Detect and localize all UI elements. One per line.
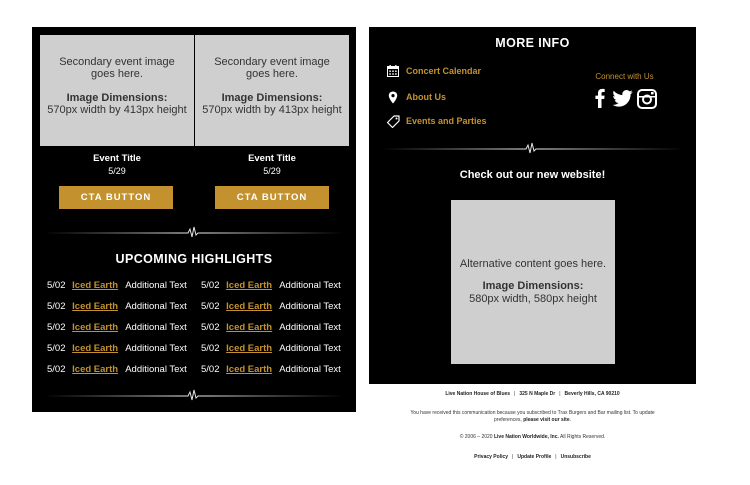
update-profile-link[interactable]: Update Profile xyxy=(517,454,552,460)
event-image-placeholder xyxy=(195,35,349,146)
alt-dimensions-title: Image Dimensions: xyxy=(482,280,584,292)
visit-site-link[interactable]: please visit our site xyxy=(523,417,570,423)
highlight-date: 5/02 xyxy=(47,364,66,375)
image-caption: Secondary event image xyxy=(214,56,330,68)
highlight-text: Additional Text xyxy=(125,322,187,333)
event-title: Event Title xyxy=(93,153,141,164)
highlight-link[interactable]: Iced Earth xyxy=(226,322,273,333)
subscription-notice-2 xyxy=(369,417,696,424)
highlight-date: 5/02 xyxy=(201,343,220,354)
highlight-text: Additional Text xyxy=(279,322,341,333)
event-date: 5/29 xyxy=(108,166,126,176)
highlight-row xyxy=(47,322,187,334)
highlight-link[interactable]: Iced Earth xyxy=(72,280,119,291)
privacy-policy-link[interactable]: Privacy Policy xyxy=(474,454,509,460)
event-image-placeholder xyxy=(40,35,194,146)
highlight-link[interactable]: Iced Earth xyxy=(226,280,273,291)
venue-address: Live Nation House of Blues | 325 N Maple Dr | Beverly Hills, CA 90210 xyxy=(445,391,620,397)
notice-prefix: preferences, xyxy=(494,417,522,423)
website-heading: Check out our new website! xyxy=(459,169,606,181)
left-email-panel xyxy=(32,27,356,412)
highlight-link[interactable]: Iced Earth xyxy=(72,322,119,333)
instagram-icon[interactable] xyxy=(636,88,657,109)
connect-with-us-label: Connect with Us xyxy=(595,72,654,81)
highlight-date: 5/02 xyxy=(47,343,66,354)
copyright-company: Live Nation Worldwide, Inc. xyxy=(493,434,559,440)
image-dimensions-title: Image Dimensions: xyxy=(66,92,168,104)
cta-button[interactable]: CTA BUTTON xyxy=(215,186,329,209)
footer-links: Privacy Policy | Update Profile | Unsubscribe xyxy=(474,454,591,460)
tag-icon xyxy=(386,114,400,128)
more-info-section xyxy=(369,27,696,384)
concert-calendar-label: Concert Calendar xyxy=(406,66,482,76)
highlight-link[interactable]: Iced Earth xyxy=(226,301,273,312)
right-email-panel xyxy=(369,27,696,465)
about-us-link[interactable] xyxy=(386,90,446,104)
more-info-title: MORE INFO xyxy=(495,36,570,50)
events-and-parties-link[interactable] xyxy=(386,114,487,128)
highlight-row xyxy=(47,343,187,355)
cta-button[interactable]: CTA BUTTON xyxy=(59,186,173,209)
location-pin-icon xyxy=(386,90,400,104)
copyright xyxy=(369,434,696,441)
image-caption: goes here. xyxy=(91,68,143,80)
highlight-row xyxy=(47,301,187,313)
heartbeat-divider xyxy=(44,226,344,240)
highlight-link[interactable]: Iced Earth xyxy=(226,364,273,375)
highlight-text: Additional Text xyxy=(279,280,341,291)
highlight-link[interactable]: Iced Earth xyxy=(72,343,119,354)
highlight-date: 5/02 xyxy=(47,280,66,291)
image-caption: Secondary event image xyxy=(59,56,175,68)
highlight-date: 5/02 xyxy=(47,322,66,333)
alt-dimensions-value: 580px width, 580px height xyxy=(469,293,597,305)
highlight-text: Additional Text xyxy=(279,301,341,312)
highlight-text: Additional Text xyxy=(125,364,187,375)
highlight-row xyxy=(201,364,341,376)
unsubscribe-link[interactable]: Unsubscribe xyxy=(560,454,591,460)
notice-suffix: . xyxy=(569,417,571,423)
about-us-label: About Us xyxy=(406,92,446,102)
image-caption: goes here. xyxy=(246,68,298,80)
highlight-date: 5/02 xyxy=(201,322,220,333)
twitter-icon[interactable] xyxy=(611,89,633,107)
highlight-date: 5/02 xyxy=(47,301,66,312)
city-address: Beverly Hills, CA 90210 xyxy=(564,391,620,397)
highlight-row xyxy=(201,322,341,334)
highlight-row xyxy=(47,280,187,292)
subscription-notice xyxy=(369,410,696,417)
highlight-text: Additional Text xyxy=(279,343,341,354)
image-dimensions-value: 570px width by 413px height xyxy=(202,104,342,116)
email-footer xyxy=(369,384,696,465)
highlight-link[interactable]: Iced Earth xyxy=(72,364,119,375)
event-date: 5/29 xyxy=(263,166,281,176)
highlight-date: 5/02 xyxy=(201,280,220,291)
concert-calendar-link[interactable] xyxy=(386,64,481,78)
highlight-text: Additional Text xyxy=(125,343,187,354)
events-and-parties-label: Events and Parties xyxy=(406,116,487,126)
highlight-row xyxy=(201,343,341,355)
upcoming-highlights-title: UPCOMING HIGHLIGHTS xyxy=(115,252,273,266)
highlight-text: Additional Text xyxy=(125,280,187,291)
facebook-icon[interactable] xyxy=(593,88,607,108)
highlight-row xyxy=(47,364,187,376)
highlight-text: Additional Text xyxy=(279,364,341,375)
calendar-icon xyxy=(386,64,400,78)
street-address: 325 N Maple Dr xyxy=(519,391,556,397)
heartbeat-divider xyxy=(44,389,344,403)
highlight-row xyxy=(201,280,341,292)
highlight-text: Additional Text xyxy=(125,301,187,312)
highlight-row xyxy=(201,301,341,313)
heartbeat-divider xyxy=(381,142,684,156)
highlight-date: 5/02 xyxy=(201,364,220,375)
alternative-content-placeholder xyxy=(451,200,615,364)
event-title: Event Title xyxy=(248,153,296,164)
alt-content-caption: Alternative content goes here. xyxy=(459,258,607,270)
notice-line-1: You have received this communication because you subscribed to Trax Burgers and Bar mailing list. To update xyxy=(410,410,655,416)
image-dimensions-value: 570px width by 413px height xyxy=(47,104,187,116)
copyright-suffix: All Rights Reserved. xyxy=(560,434,606,440)
venue-name: Live Nation House of Blues xyxy=(445,391,511,397)
image-dimensions-title: Image Dimensions: xyxy=(221,92,323,104)
copyright-prefix: © 2006 – 2020 xyxy=(459,434,493,440)
highlight-date: 5/02 xyxy=(201,301,220,312)
highlight-link[interactable]: Iced Earth xyxy=(72,301,119,312)
highlight-link[interactable]: Iced Earth xyxy=(226,343,273,354)
